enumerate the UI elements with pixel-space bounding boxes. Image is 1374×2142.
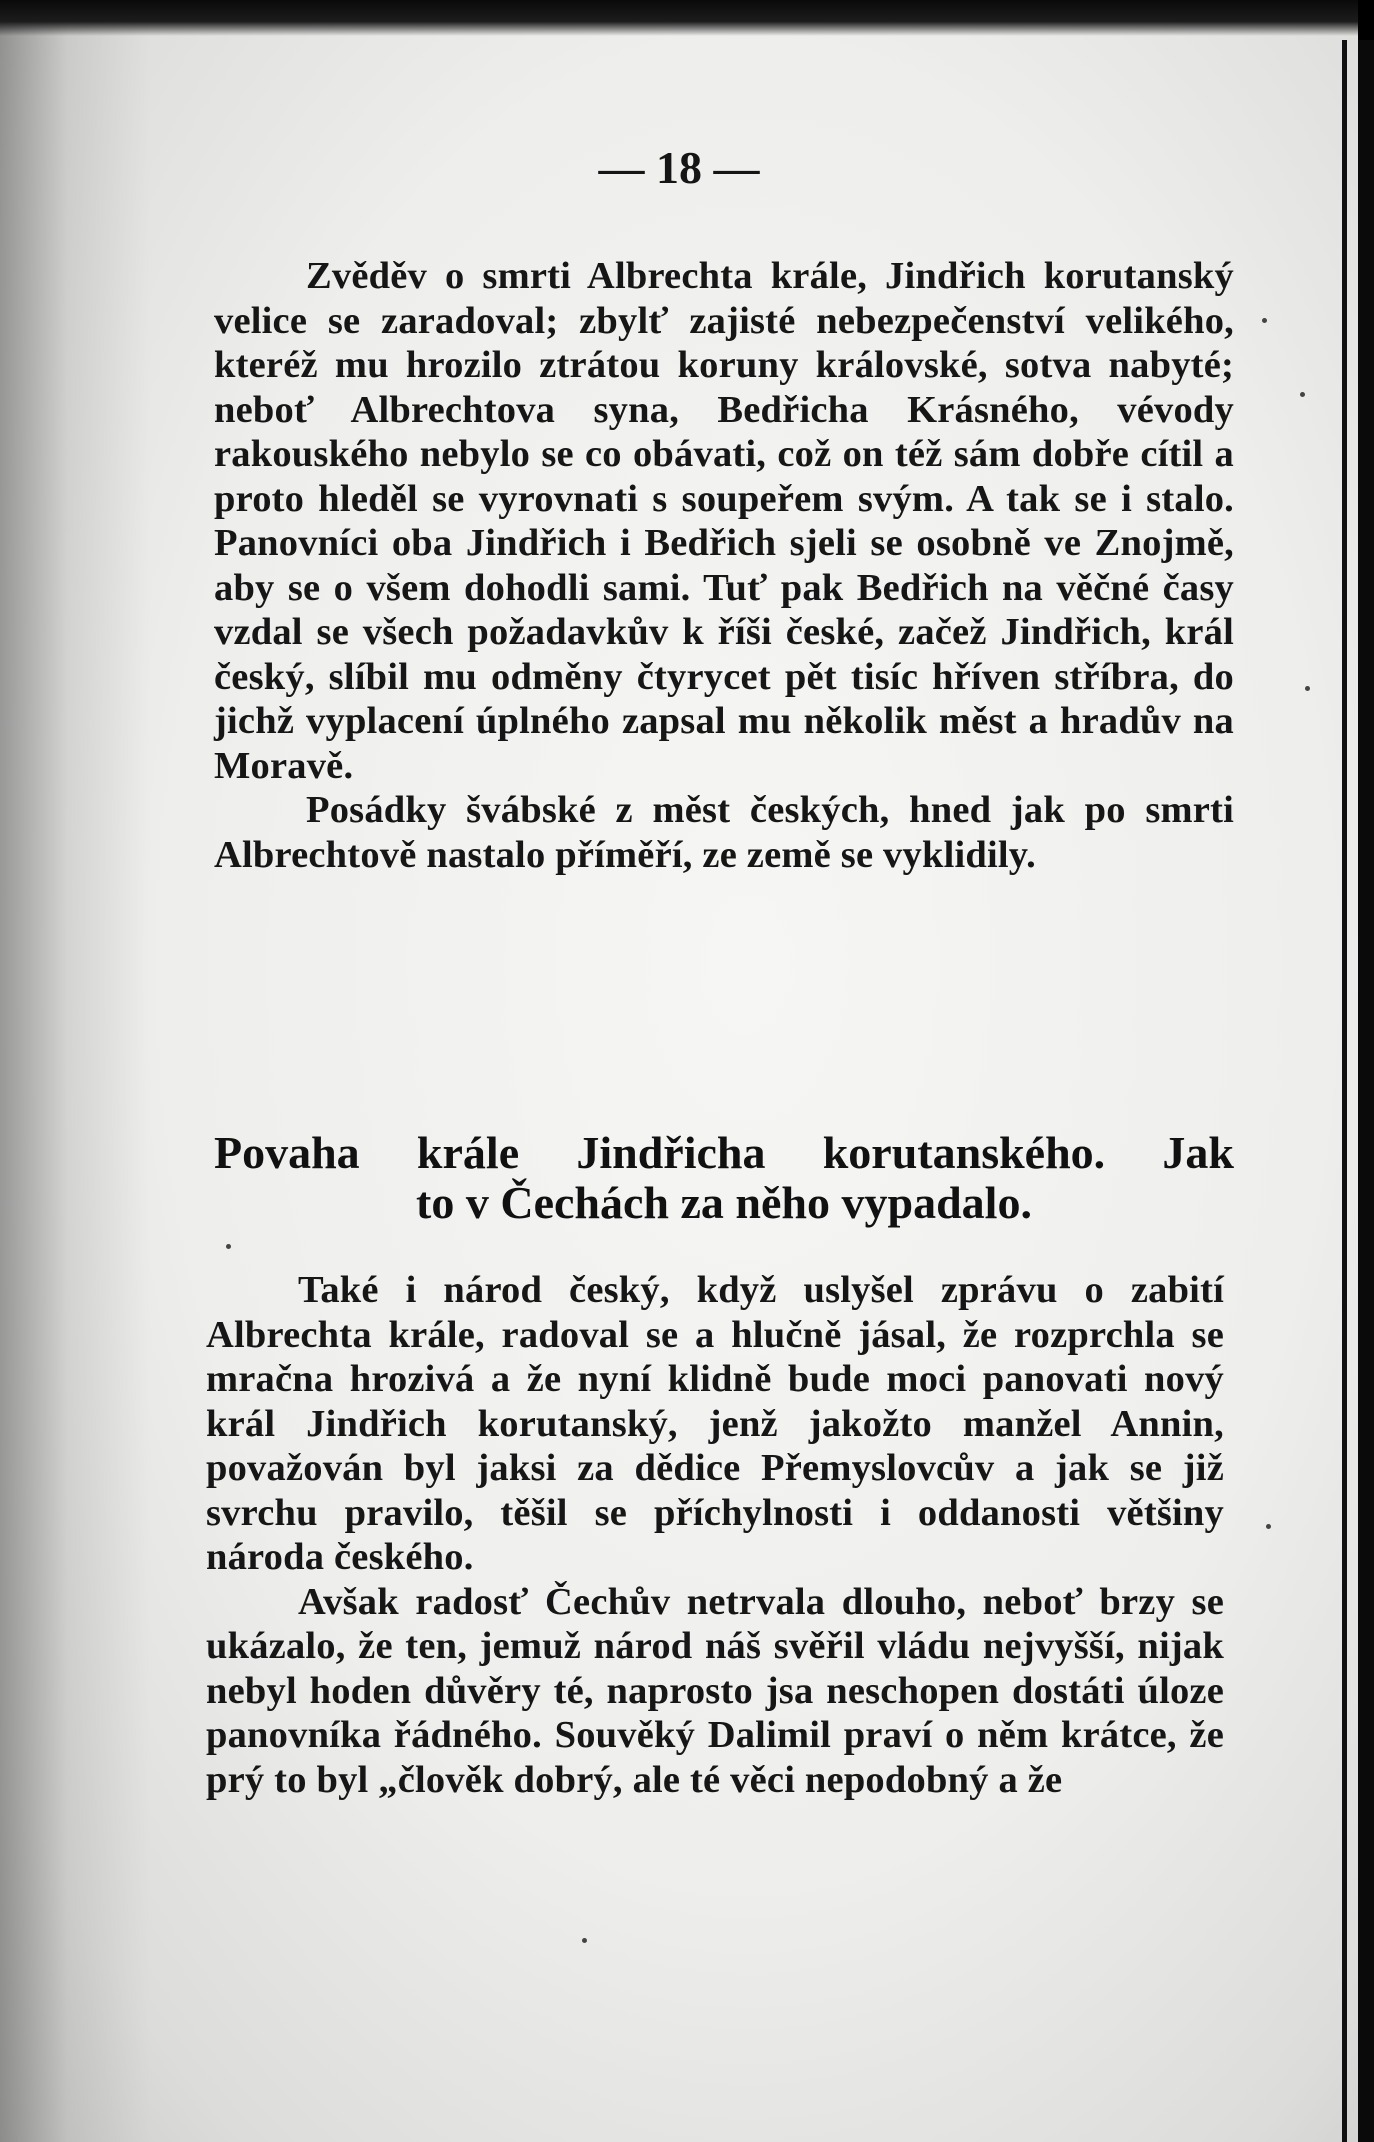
page-shadow — [0, 0, 150, 2142]
scan-speck — [1266, 1524, 1271, 1529]
text-section-1 — [214, 254, 1234, 877]
paragraph: Avšak radosť Čechův netrvala dlouho, neboť brzy se ukázalo, že ten, jemuž národ náš svěřil vládu nejvyšší, nijak nebyl hoden důvěry té, naprosto jsa neschopen dostáti úloze panovníka řádného. Souvěký Dalimil praví o něm krátce, že prý to byl „člověk dobrý, ale té věci nepodobný a že — [206, 1580, 1224, 1801]
scan-speck — [1262, 318, 1267, 323]
paragraph: Také i národ český, když uslyšel zprávu o zabití Albrechta krále, radoval se a hlučně jásal, že rozprchla se mračna hrozivá a že nyní klidně bude moci panovati nový král Jindřich korutanský, jenž jakožto manžel Annin, považován byl jaksi za dědice Přemyslovcův a jak se již svrchu pravilo, těšil se příchylnosti i oddanosti většiny národa českého. — [206, 1269, 1224, 1578]
scan-speck — [226, 1244, 231, 1249]
scan-speck — [1300, 392, 1305, 397]
heading-line: Povaha krále Jindřicha korutanského. Jak — [214, 1127, 1234, 1178]
heading-line: to v Čechách za něho vypadalo. — [416, 1177, 1032, 1228]
scan-right-edge — [1358, 40, 1374, 2142]
page-edge-line — [1342, 40, 1347, 2142]
section-heading — [214, 1128, 1234, 1228]
scan-speck — [582, 1938, 587, 1943]
paragraph: Zvěděv o smrti Albrechta krále, Jindřich korutanský velice se zaradoval; zbylť zajisté nebezpečenství velikého, kteréž mu hrozilo ztrátou koruny královské, sotva nabyté; neboť Albrechtova syna, Bedřicha Krásného, vévody rakouského nebylo se co obávati, což on též sám dobře cítil a proto hleděl se vyrovnati s soupeřem svým. A tak se i stalo. Panovníci oba Jindřich i Bedřich sjeli se osobně ve Znojmě, aby se o všem dohodli sami. Tuť pak Bedřich na věčné časy vzdal se všech požadavkův k říši české, začež Jindřich, král český, slíbil mu odměny čtyrycet pět tisíc hříven stříbra, do jichž vyplacení úplného zapsal mu několik měst a hradův na Moravě. — [214, 255, 1234, 787]
scan-speck — [1305, 686, 1310, 691]
page-number: — 18 — — [598, 142, 760, 193]
scan-top-edge — [0, 0, 1358, 36]
text-section-2 — [206, 1268, 1224, 1802]
paragraph: Posádky švábské z měst českých, hned jak po smrti Albrechtově nastalo příměří, ze země se vyklidily. — [214, 789, 1234, 876]
